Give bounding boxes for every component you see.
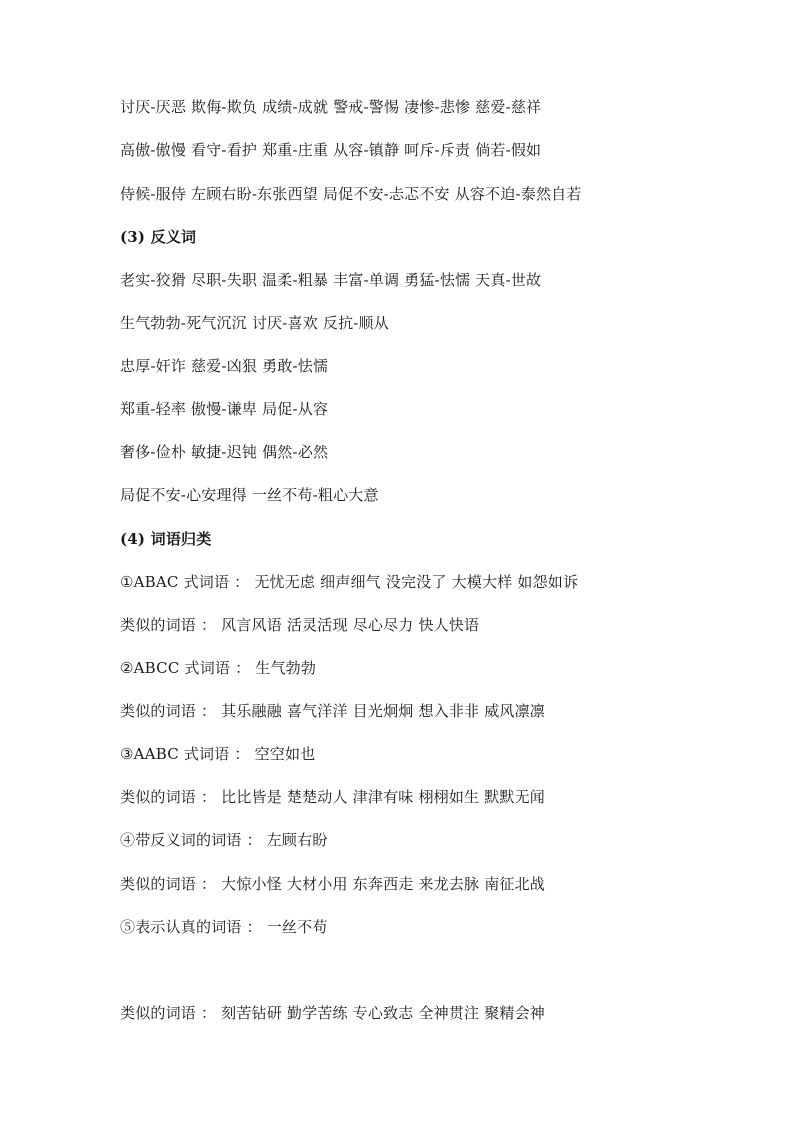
antonym-line-5: 奢侈-俭朴 敏捷-迟钝 偶然-必然 xyxy=(120,443,329,461)
antonym-line-1: 老实-狡猾 尽职-失职 温柔-粗暴 丰富-单调 勇猛-怯懦 天真-世故 xyxy=(120,271,542,289)
antonym-line-6: 局促不安-心安理得 一丝不苟-粗心大意 xyxy=(120,486,379,504)
abcc-similar-line: 类似的词语 ： 其乐融融 喜气洋洋 目光炯炯 想入非非 威风凛凛 xyxy=(120,702,546,720)
synonym-line-2: 高傲-傲慢 看守-看护 郑重-庄重 从容-镇静 呵斥-斥责 倘若-假如 xyxy=(120,141,542,159)
synonym-line-1: 讨厌-厌恶 欺侮-欺负 成绩-成就 警戒-警惕 凄惨-悲惨 慈爱-慈祥 xyxy=(120,98,542,116)
antonym-line-4: 郑重-轻率 傲慢-谦卑 局促-从容 xyxy=(120,400,329,418)
section-heading-antonyms: (3) 反义词 xyxy=(120,228,197,246)
antonym-line-2: 生气勃勃-死气沉沉 讨厌-喜欢 反抗-顺从 xyxy=(120,314,389,332)
abcc-words-line: ②ABCC 式词语 ： 生气勃勃 xyxy=(120,659,317,677)
synonym-line-3: 侍候-服侍 左顾右盼-东张西望 局促不安-忐忑不安 从容不迫-泰然自若 xyxy=(120,185,582,203)
section-heading-classification: (4) 词语归类 xyxy=(120,530,212,548)
aabc-similar-line: 类似的词语 ： 比比皆是 楚楚动人 津津有味 栩栩如生 默默无闻 xyxy=(120,788,546,806)
abac-similar-line: 类似的词语 ： 风言风语 活灵活现 尽心尽力 快人快语 xyxy=(120,616,480,634)
aabc-words-line: ③AABC 式词语 ： 空空如也 xyxy=(120,745,316,763)
antonym-pair-words-line: ④带反义词的词语 ： 左顾右盼 xyxy=(120,831,328,849)
serious-words-line: ⑤表示认真的词语 ： 一丝不苟 xyxy=(120,918,328,936)
antonym-pair-similar-line: 类似的词语 ： 大惊小怪 大材小用 东奔西走 来龙去脉 南征北战 xyxy=(120,875,546,893)
serious-similar-line: 类似的词语 ： 刻苦钻研 勤学苦练 专心致志 全神贯注 聚精会神 xyxy=(120,1004,546,1022)
abac-words-line: ①ABAC 式词语 ： 无忧无虑 细声细气 没完没了 大模大样 如怨如诉 xyxy=(120,573,579,591)
antonym-line-3: 忠厚-奸诈 慈爱-凶狠 勇敢-怯懦 xyxy=(120,357,329,375)
